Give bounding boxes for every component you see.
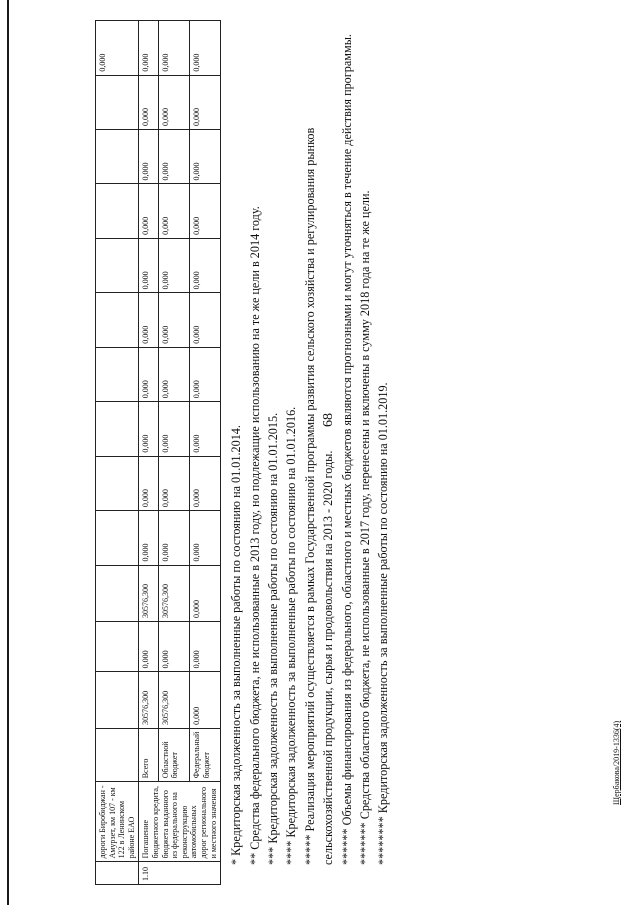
source-cell: Областной бюджет — [158, 728, 189, 781]
value-cell: 0,000 — [189, 456, 220, 510]
value-cell: 0,000 — [158, 184, 189, 238]
value-cell — [96, 293, 139, 347]
value-cell — [96, 184, 139, 238]
value-cell: 0,000 — [189, 565, 220, 622]
value-cell: 0,000 — [189, 293, 220, 347]
value-cell: 0,000 — [139, 511, 158, 565]
value-cell — [96, 238, 139, 292]
value-cell: 0,000 — [189, 622, 220, 672]
value-cell: 0,000 — [189, 347, 220, 401]
row-number-cell: 1.10 — [139, 862, 221, 885]
value-cell: 0,000 — [189, 130, 220, 184]
source-cell — [96, 728, 139, 781]
value-cell: 0,000 — [189, 75, 220, 129]
footnotes — [227, 20, 393, 885]
footnote: ******* Средства областного бюджета, не использованные в 2017 году, перенесены и включены в сумму 2018 года на те же цели. — [357, 190, 372, 865]
footnote: ** Средства федерального бюджета, не использованные в 2013 году, но подлежащие использованию на те же цели в 2014 году. — [247, 206, 262, 865]
value-cell: 0,000 — [139, 456, 158, 510]
footnote: ******** Кредиторская задолженность за выполненные работы по состоянию на 01.01.2019. — [376, 382, 391, 865]
value-cell: 30576,300 — [158, 565, 189, 622]
value-cell: 0,000 — [139, 622, 158, 672]
value-cell: 0,000 — [139, 402, 158, 456]
table-row — [158, 21, 189, 885]
value-cell: 0,000 — [139, 21, 158, 76]
measure-name-cell: дороги Биробиджан - Амурзет, км 107 - км 122 в Ленинском районе ЕАО — [96, 782, 139, 862]
table-row — [189, 21, 220, 885]
value-cell: 0,000 — [139, 130, 158, 184]
page-number: 68 — [321, 413, 336, 427]
value-cell: 0,000 — [158, 75, 189, 129]
value-cell — [96, 511, 139, 565]
value-cell: 0,000 — [139, 293, 158, 347]
value-cell: 0,000 — [139, 75, 158, 129]
value-cell: 0,000 — [158, 347, 189, 401]
value-cell — [96, 402, 139, 456]
footnote: * Кредиторская задолженность за выполненные работы по состоянию на 01.01.2014. — [229, 425, 244, 865]
value-cell: 30576,300 — [139, 565, 158, 622]
value-cell: 0,000 — [189, 238, 220, 292]
value-cell: 0,000 — [158, 130, 189, 184]
value-cell: 0,000 — [158, 456, 189, 510]
value-cell: 0,000 — [189, 511, 220, 565]
value-cell — [96, 622, 139, 672]
source-cell: Федеральный бюджет — [189, 728, 220, 781]
financing-table — [95, 20, 221, 885]
value-cell: 0,000 — [158, 622, 189, 672]
value-cell: 30576,300 — [158, 672, 189, 729]
value-cell: 0,000 — [139, 238, 158, 292]
footnote: ***** Реализация мероприятий осуществляется в рамках Государственной программы развития сельского хозяйства и регулирования рынков сельскохозяйственной продукции, сырья и продовольствия на 2013 - 2020 годы. — [302, 127, 336, 865]
source-cell: Всего — [139, 728, 158, 781]
value-cell: 0,000 — [96, 21, 139, 76]
scan-edge-line — [7, 0, 9, 905]
value-cell: 0,000 — [189, 21, 220, 76]
value-cell: 0,000 — [158, 21, 189, 76]
value-cell: 30576,300 — [139, 672, 158, 729]
value-cell: 0,000 — [158, 238, 189, 292]
value-cell: 0,000 — [189, 672, 220, 729]
row-number-cell — [96, 862, 139, 885]
footnote: ****** Объемы финансирования из федерального, областного и местных бюджетов являются прогнозными и могут уточняться в течение действия программы. — [339, 34, 354, 865]
table-row — [139, 21, 158, 885]
value-cell — [96, 672, 139, 729]
rotated-page-content — [95, 20, 495, 885]
value-cell: 0,000 — [189, 184, 220, 238]
value-cell — [96, 347, 139, 401]
value-cell: 0,000 — [158, 402, 189, 456]
value-cell — [96, 130, 139, 184]
value-cell: 0,000 — [189, 402, 220, 456]
value-cell: 0,000 — [158, 293, 189, 347]
value-cell: 0,000 — [139, 184, 158, 238]
value-cell — [96, 565, 139, 622]
table-row — [96, 21, 139, 885]
document-reference: Щербакова/2019-1336(4) — [612, 720, 621, 805]
footnote: **** Кредиторская задолженность за выполненные работы по состоянию на 01.01.2016. — [284, 406, 299, 865]
value-cell — [96, 456, 139, 510]
value-cell — [96, 75, 139, 129]
value-cell: 0,000 — [139, 347, 158, 401]
footnote: *** Кредиторская задолженность за выполненные работы по состоянию на 01.01.2015. — [265, 412, 280, 865]
measure-name-cell: Погашение бюджетного кредита, бюджета выданного из федерального на реконструкцию автомобильных дорог регионального и местного значения — [139, 782, 221, 862]
value-cell: 0,000 — [158, 511, 189, 565]
